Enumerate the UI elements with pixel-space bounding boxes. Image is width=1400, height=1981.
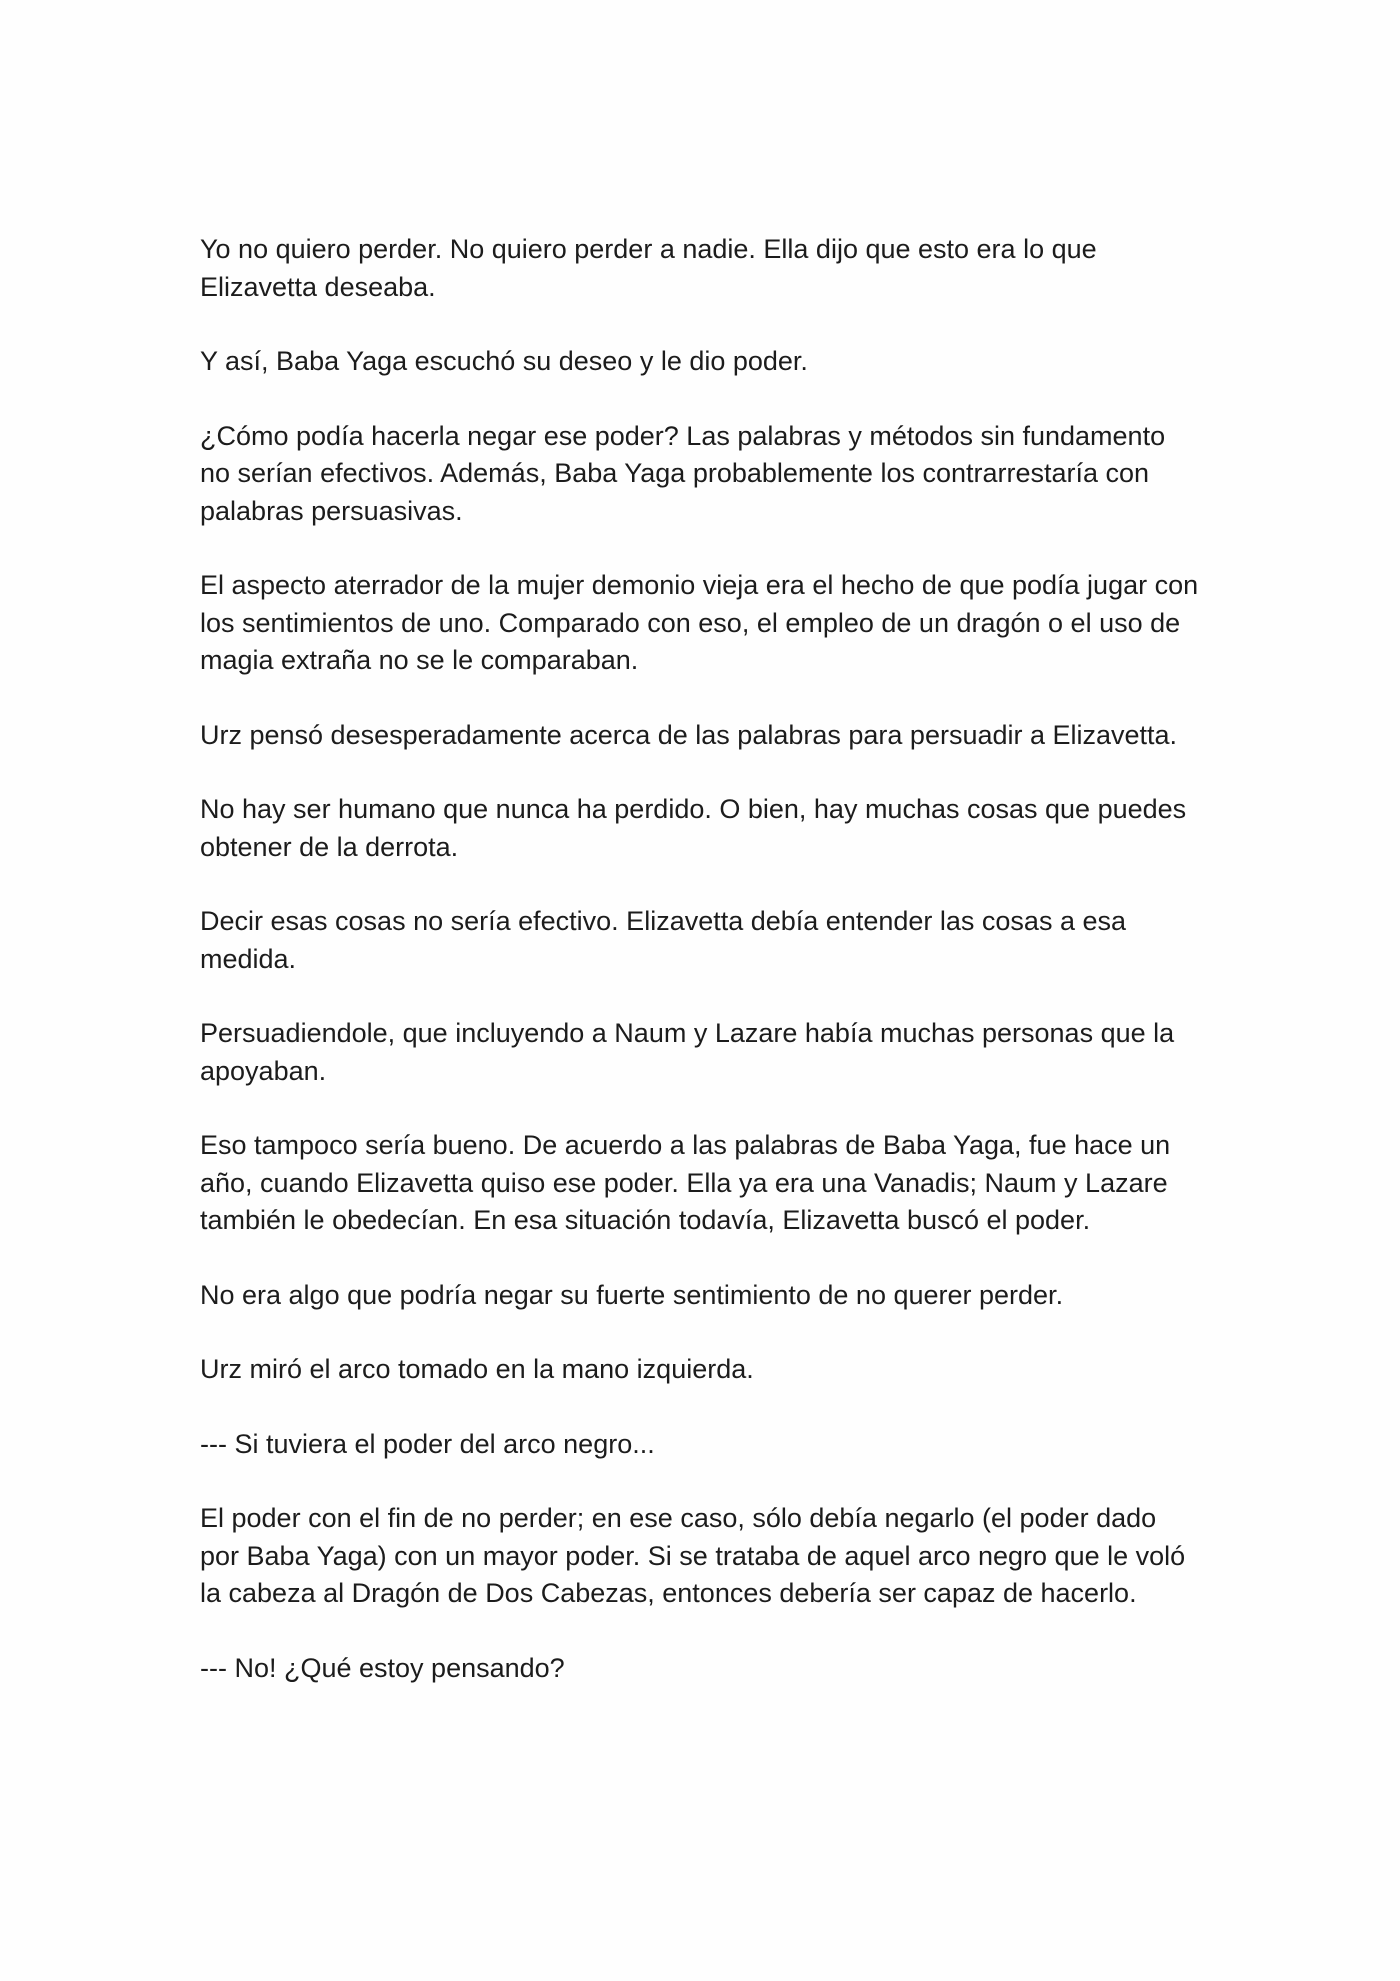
paragraph: Urz pensó desesperadamente acerca de las palabras para persuadir a Elizavetta.	[200, 719, 1178, 750]
document-body	[200, 231, 1200, 1687]
paragraph: El aspecto aterrador de la mujer demonio vieja era el hecho de que podía jugar con los sentimientos de uno. Comparado con eso, el empleo de un dragón o el uso de magia extraña no se le comparaban.	[200, 570, 1199, 675]
paragraph: Persuadiendole, que incluyendo a Naum y Lazare había muchas personas que la apoyaban.	[200, 1018, 1175, 1086]
paragraph: ¿Cómo podía hacerla negar ese poder? Las palabras y métodos sin fundamento no serían efectivos. Además, Baba Yaga probablemente los contrarrestaría con palabras persuasivas.	[200, 420, 1166, 526]
paragraph: Yo no quiero perder. No quiero perder a nadie. Ella dijo que esto era lo que Elizavetta deseaba.	[200, 234, 1097, 302]
paragraph: No hay ser humano que nunca ha perdido. O bien, hay muchas cosas que puedes obtener de la derrota.	[200, 794, 1187, 862]
paragraph: --- Si tuviera el poder del arco negro...	[200, 1428, 655, 1459]
paragraph: Y así, Baba Yaga escuchó su deseo y le dio poder.	[200, 346, 808, 376]
paragraph: Urz miró el arco tomado en la mano izquierda.	[200, 1354, 754, 1384]
paragraph: Decir esas cosas no sería efectivo. Elizavetta debía entender las cosas a esa medida.	[200, 906, 1127, 974]
paragraph: --- No! ¿Qué estoy pensando?	[200, 1652, 565, 1683]
paragraph: Eso tampoco sería bueno. De acuerdo a las palabras de Baba Yaga, fue hace un año, cuando Elizavetta quiso ese poder. Ella ya era una Vanadis; Naum y Lazare también le obedecían. En esa situación todavía, Elizavetta buscó el poder.	[200, 1130, 1171, 1235]
paragraph: El poder con el fin de no perder; en ese caso, sólo debía negarlo (el poder dado por Baba Yaga) con un mayor poder. Si se trataba de aquel arco negro que le voló la cabeza al Dragón de Dos Cabezas, entonces debería ser capaz de hacerlo.	[200, 1503, 1186, 1608]
paragraph: No era algo que podría negar su fuerte sentimiento de no querer perder.	[200, 1279, 1064, 1310]
